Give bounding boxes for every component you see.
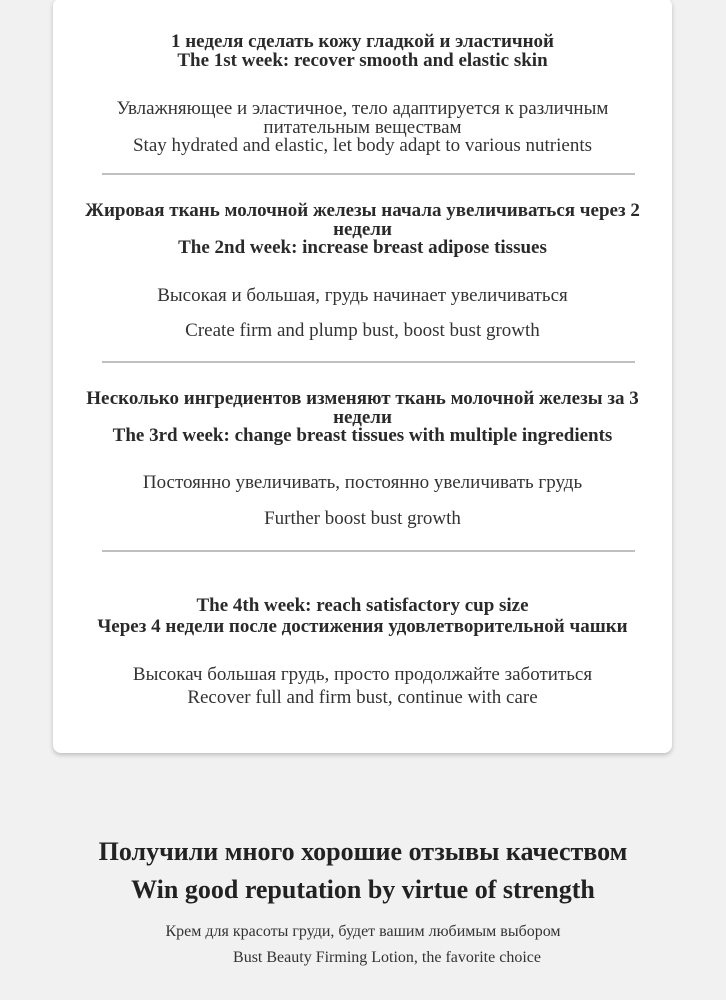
footer-subtitle-ru: Крем для красоты груди, будет вашим любимым выбором bbox=[165, 923, 561, 940]
week-4-desc-en: Recover full and firm bust, continue with care bbox=[187, 687, 538, 708]
week-1-desc-ru: Увлажняющее и эластичное, тело адаптируется к различным питательным веществам bbox=[116, 98, 609, 138]
week-1-title-en: The 1st week: recover smooth and elastic skin bbox=[177, 50, 548, 71]
info-card bbox=[53, 0, 672, 753]
divider bbox=[102, 550, 635, 552]
week-3-desc-ru: Постоянно увеличивать, постоянно увеличивать грудь bbox=[142, 472, 583, 493]
footer-title-ru: Получили много хорошие отзывы качеством bbox=[98, 837, 628, 866]
week-2-title-en: The 2nd week: increase breast adipose tissues bbox=[178, 237, 547, 258]
divider bbox=[102, 173, 635, 175]
week-1-title-ru: 1 неделя сделать кожу гладкой и эластичной bbox=[170, 31, 554, 52]
footer-subtitle-en: Bust Beauty Firming Lotion, the favorite choice bbox=[233, 949, 541, 966]
week-1-desc-en: Stay hydrated and elastic, let body adapt to various nutrients bbox=[132, 135, 593, 156]
week-3-title-ru: Несколько ингредиентов изменяют ткань молочной железы за 3 недели bbox=[86, 388, 639, 428]
week-2-desc-ru: Высокая и большая, грудь начинает увеличиваться bbox=[157, 285, 568, 306]
footer-title-en: Win good reputation by virtue of strength bbox=[131, 875, 595, 904]
week-2-title-ru: Жировая ткань молочной железы начала увеличиваться через 2 недели bbox=[85, 200, 640, 240]
week-4-desc-ru: Высокач большая грудь, просто продолжайте заботиться bbox=[132, 664, 593, 685]
divider bbox=[102, 361, 635, 363]
week-3-title-en: The 3rd week: change breast tissues with multiple ingredients bbox=[112, 425, 613, 446]
week-2-desc-en: Create firm and plump bust, boost bust growth bbox=[185, 320, 540, 341]
week-4-title-ru: Через 4 недели после достижения удовлетворительной чашки bbox=[97, 616, 628, 637]
week-3-desc-en: Further boost bust growth bbox=[264, 508, 461, 529]
week-4-title-en: The 4th week: reach satisfactory cup size bbox=[196, 595, 529, 616]
